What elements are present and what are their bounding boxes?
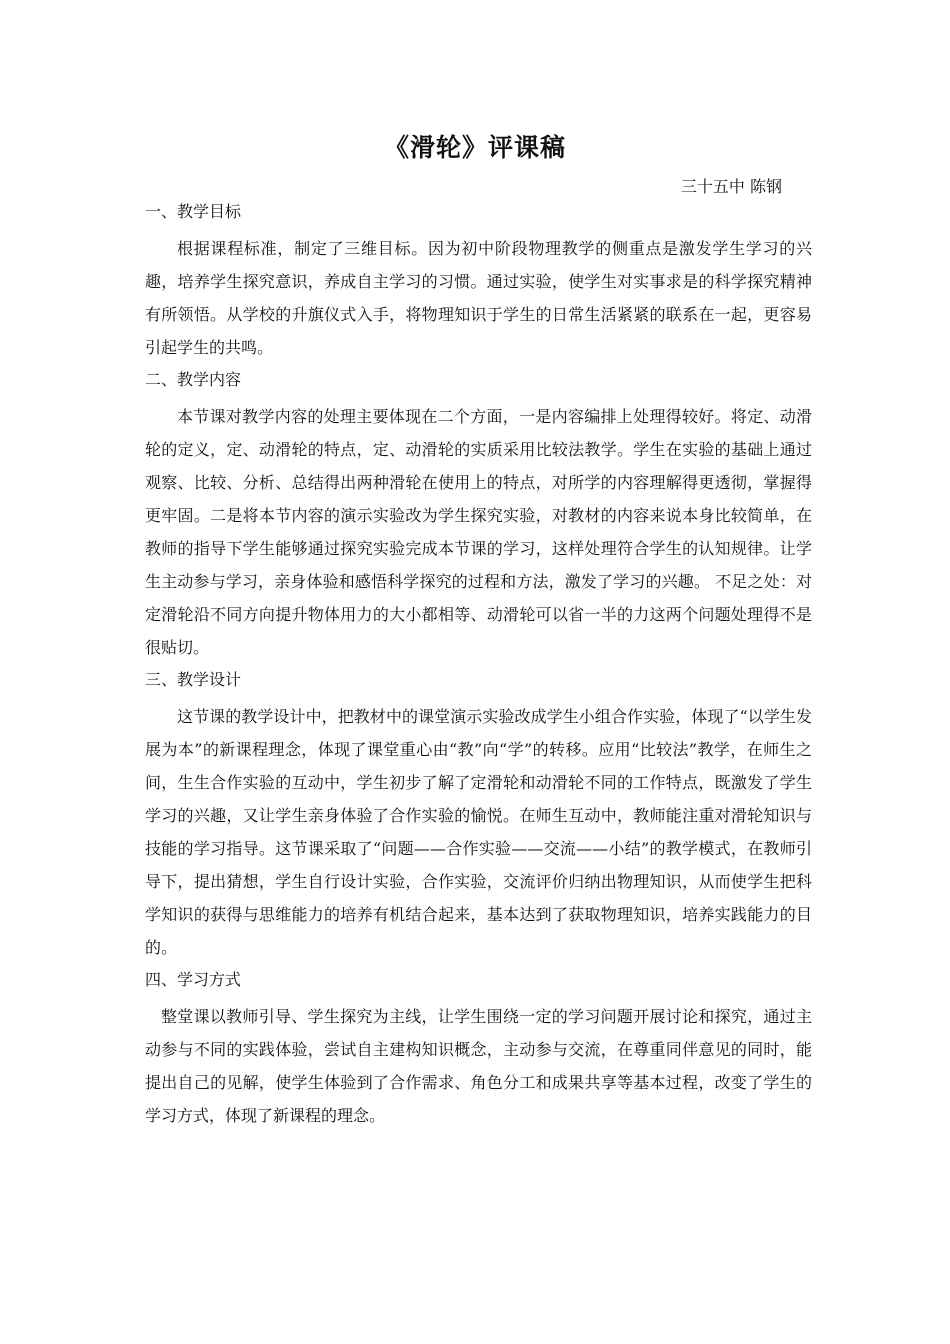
section-paragraph: 本节课对教学内容的处理主要体现在二个方面，一是内容编排上处理得较好。将定、动滑轮的定义，定、动滑轮的特点，定、动滑轮的实质采用比较法教学。学生在实验的基础上通过观察、比较、分析、总结得出两种滑轮在使用上的特点，对所学的内容理解得更透彻，掌握得更牢固。二是将本节内容的演示实验改为学生探究实验，对教材的内容来说本身比较简单，在教师的指导下学生能够通过探究实验完成本节课的学习，这样处理符合学生的认知规律。让学生主动参与学习，亲身体验和感悟科学探究的过程和方法，激发了学习的兴趣。 不足之处：对定滑轮沿不同方向提升物体用力的大小都相等、动滑轮可以省一半的力这两个问题处理得不是很贴切。 <box>145 407 812 657</box>
section-teaching-content <box>145 368 812 664</box>
section-heading: 一、教学目标 <box>145 202 242 221</box>
section-heading: 二、教学内容 <box>145 370 242 389</box>
section-teaching-design <box>145 668 812 964</box>
section-heading: 四、学习方式 <box>145 970 242 989</box>
section-paragraph: 整堂课以教师引导、学生探究为主线，让学生围绕一定的学习问题开展讨论和探究，通过主动参与不同的实践体验，尝试自主建构知识概念，主动参与交流，在尊重同伴意见的同时，能提出自己的见解，使学生体验到了合作需求、角色分工和成果共享等基本过程，改变了学生的学习方式，体现了新课程的理念。 <box>145 1007 812 1125</box>
section-paragraph: 根据课程标准，制定了三维目标。因为初中阶段物理教学的侧重点是激发学生学习的兴趣，培养学生探究意识，养成自主学习的习惯。通过实验，使学生对实事求是的科学探究精神有所领悟。从学校的升旗仪式入手，将物理知识于学生的日常生活紧紧的联系在一起，更容易引起学生的共鸣。 <box>145 239 812 357</box>
document-body <box>145 200 812 1136</box>
section-heading: 三、教学设计 <box>145 670 242 689</box>
document-title: 《滑轮》评课稿 <box>383 133 566 162</box>
section-paragraph: 这节课的教学设计中，把教材中的课堂演示实验改成学生小组合作实验，体现了“以学生发展为本”的新课程理念，体现了课堂重心由“教”向“学”的转移。应用“比较法”教学，在师生之间，生生合作实验的互动中，学生初步了解了定滑轮和动滑轮不同的工作特点，既激发了学生学习的兴趣，又让学生亲身体验了合作实验的愉悦。在师生互动中，教师能注重对滑轮知识与技能的学习指导。这节课采取了“问题——合作实验——交流——小结”的教学模式，在教师引导下，提出猜想，学生自行设计实验，合作实验，交流评价归纳出物理知识，从而使学生把科学知识的获得与思维能力的培养有机结合起来，基本达到了获取物理知识，培养实践能力的目的。 <box>145 707 812 957</box>
document-author: 三十五中 陈钢 <box>680 177 782 196</box>
section-learning-method <box>145 968 812 1132</box>
section-teaching-goals <box>145 200 812 364</box>
